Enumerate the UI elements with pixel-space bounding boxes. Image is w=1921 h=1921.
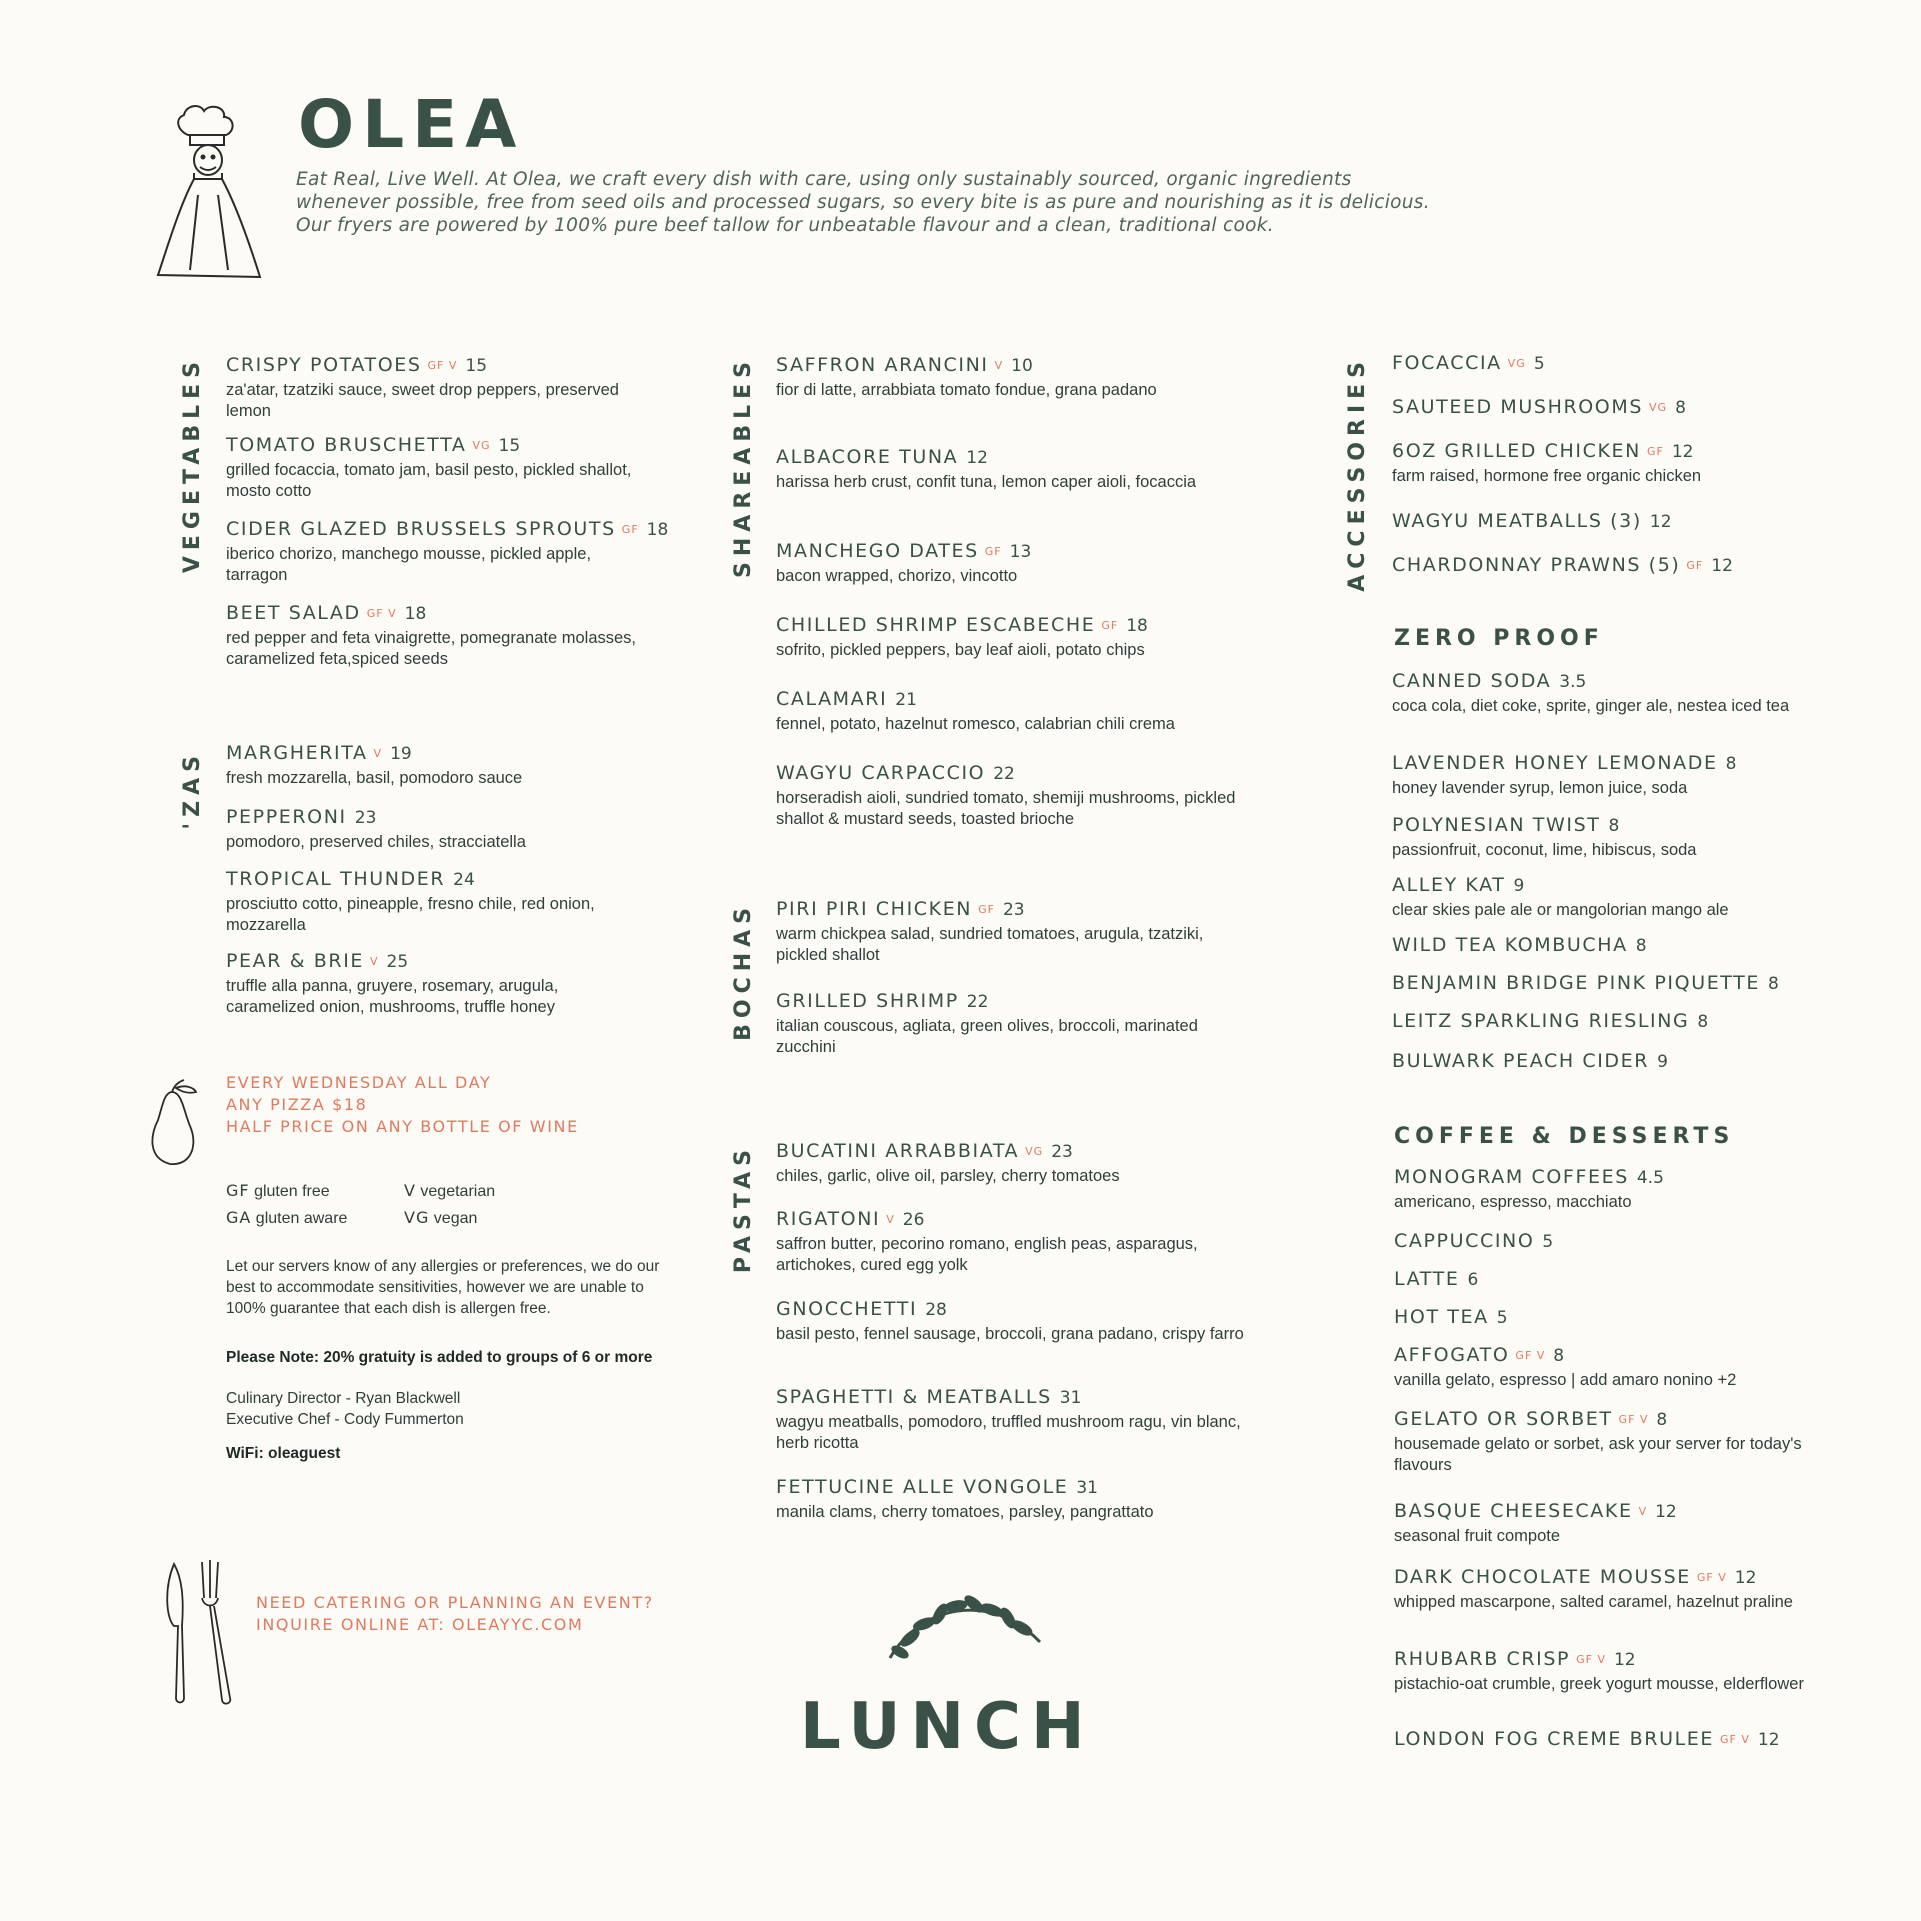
item-dietary-tags: GF V <box>427 359 458 372</box>
item-header <box>1392 1010 1812 1032</box>
section-title-shareables: SHAREABLES <box>731 356 756 578</box>
item-price: 15 <box>465 356 488 376</box>
chef-illustration <box>150 105 275 285</box>
item-header <box>226 518 669 540</box>
item-name: LEITZ SPARKLING RIESLING <box>1392 1010 1690 1032</box>
item-description: horseradish aioli, sundried tomato, shemiji mushrooms, pickled shallot & mustard seeds, toasted brioche <box>776 789 1236 828</box>
item-price: 8 <box>1608 816 1620 836</box>
item-price: 9 <box>1657 1052 1668 1072</box>
item-price: 8 <box>1635 936 1647 956</box>
olive-branch-icon <box>880 1586 1050 1666</box>
item-dietary-tags: GF V <box>1618 1413 1649 1426</box>
item-header <box>1392 752 1812 774</box>
item-name: PEPPERONI <box>226 806 347 828</box>
shareables-item <box>776 614 1236 661</box>
shareables-item <box>776 540 1236 587</box>
item-dietary-tags: GF V <box>366 607 397 620</box>
shareables-item <box>776 762 1236 830</box>
intro-text: Eat Real, Live Well. At Olea, we craft every dish with care, using only sustainably sourced, organic ingredients whenever possible, free from seed oils and processed sugars, so every bite is as pure and nourishing as it is delicious. Our fryers are powered by 100% pure beef tallow for unbeatable flavour and a clean, traditional cook. <box>296 169 1430 236</box>
item-description: warm chickpea salad, sundried tomatoes, arugula, tzatziki, pickled shallot <box>776 925 1204 964</box>
item-dietary-tags: GF V <box>1720 1733 1750 1746</box>
coffee-desserts-item <box>1394 1566 1814 1613</box>
item-name: POLYNESIAN TWIST <box>1392 814 1601 836</box>
item-name: LONDON FOG CREME BRULEE <box>1394 1728 1715 1750</box>
item-price: 8 <box>1675 398 1686 418</box>
coffee-desserts-item <box>1394 1500 1814 1547</box>
brand-logo: OLEA <box>298 86 525 163</box>
item-description: saffron butter, pecorino romano, english peas, asparagus, artichokes, cured egg yolk <box>776 1235 1198 1274</box>
item-price: 12 <box>1757 1730 1780 1750</box>
item-description: za'atar, tzatziki sauce, sweet drop peppers, preserved lemon <box>226 381 619 420</box>
item-header <box>776 1298 1256 1320</box>
item-header <box>1392 396 1812 418</box>
item-price: 12 <box>966 448 988 468</box>
item-name: MARGHERITA <box>226 742 368 764</box>
item-dietary-tags: V <box>370 955 379 968</box>
catering-line-1: NEED CATERING OR PLANNING AN EVENT? <box>256 1593 654 1612</box>
meal-title: LUNCH <box>800 1690 1095 1764</box>
item-description: sofrito, pickled peppers, bay leaf aioli, potato chips <box>776 641 1145 659</box>
item-price: 12 <box>1711 556 1733 576</box>
item-price: 23 <box>1002 900 1025 920</box>
item-price: 22 <box>966 992 989 1012</box>
item-description: wagyu meatballs, pomodoro, truffled mushroom ragu, vin blanc, herb ricotta <box>776 1413 1241 1452</box>
item-price: 5 <box>1496 1308 1508 1328</box>
item-header <box>776 354 1236 376</box>
vegetables-item <box>226 602 646 670</box>
pastas-item <box>776 1298 1256 1345</box>
item-header <box>226 742 646 764</box>
item-description: whipped mascarpone, salted caramel, hazelnut praline <box>1394 1593 1793 1611</box>
item-description: pistachio-oat crumble, greek yogurt mousse, elderflower <box>1394 1675 1804 1693</box>
item-header <box>1394 1408 1814 1430</box>
item-description: clear skies pale ale or mangolorian mango ale <box>1392 901 1729 919</box>
item-header <box>1394 1166 1814 1188</box>
item-price: 8 <box>1768 974 1779 994</box>
item-header <box>226 602 646 624</box>
item-description: passionfruit, coconut, lime, hibiscus, soda <box>1392 841 1697 859</box>
item-price: 8 <box>1725 754 1737 774</box>
item-description: manila clams, cherry tomatoes, parsley, pangrattato <box>776 1503 1154 1521</box>
wifi-info: WiFi: oleaguest <box>226 1445 341 1462</box>
item-name: BULWARK PEACH CIDER <box>1392 1050 1650 1072</box>
item-header <box>1394 1500 1814 1522</box>
item-header <box>226 806 646 828</box>
accessories-item <box>1392 554 1812 576</box>
gratuity-note: Please Note: 20% gratuity is added to groups of 6 or more <box>226 1349 653 1366</box>
zero-proof-item <box>1392 814 1812 861</box>
item-price: 8 <box>1553 1346 1565 1366</box>
item-name: CHILLED SHRIMP ESCABECHE <box>776 614 1096 636</box>
item-price: 10 <box>1011 356 1033 376</box>
zas-item <box>226 742 646 789</box>
item-name: BENJAMIN BRIDGE PINK PIQUETTE <box>1392 972 1760 994</box>
item-name: ALLEY KAT <box>1392 874 1506 896</box>
item-name: WAGYU CARPACCIO <box>776 762 986 784</box>
item-price: 28 <box>925 1300 947 1320</box>
coffee-desserts-item <box>1394 1306 1814 1328</box>
item-description: truffle alla panna, gruyere, rosemary, arugula, caramelized onion, mushrooms, truffle honey <box>226 977 559 1016</box>
legend-v-code: V <box>404 1181 416 1200</box>
shareables-item <box>776 446 1236 493</box>
item-price: 12 <box>1671 442 1694 462</box>
wednesday-promo <box>226 1072 579 1138</box>
item-price: 12 <box>1655 1502 1677 1522</box>
accessories-item <box>1392 440 1812 487</box>
item-price: 4.5 <box>1636 1168 1664 1188</box>
item-dietary-tags: GF V <box>1515 1349 1546 1362</box>
item-name: SAFFRON ARANCINI <box>776 354 989 376</box>
item-name: AFFOGATO <box>1394 1344 1510 1366</box>
item-header <box>776 1386 1256 1408</box>
item-header <box>1392 670 1812 692</box>
item-dietary-tags: GF <box>1101 619 1119 632</box>
promo-line-2: ANY PIZZA $18 <box>226 1095 368 1114</box>
item-name: HOT TEA <box>1394 1306 1489 1328</box>
item-dietary-tags: GF <box>984 545 1002 558</box>
item-price: 12 <box>1649 512 1672 532</box>
zero-proof-item <box>1392 934 1812 956</box>
item-dietary-tags: GF <box>978 903 995 916</box>
item-header <box>1392 554 1812 576</box>
item-name: SAUTEED MUSHROOMS <box>1392 396 1644 418</box>
cutlery-icon <box>160 1558 244 1708</box>
item-price: 26 <box>902 1210 925 1230</box>
coffee-desserts-item <box>1394 1230 1814 1252</box>
coffee-desserts-item <box>1394 1166 1814 1213</box>
item-price: 23 <box>1051 1142 1073 1162</box>
executive-chef: Executive Chef - Cody Fummerton <box>226 1411 464 1428</box>
pastas-item <box>776 1208 1256 1276</box>
item-dietary-tags: VG <box>1649 401 1668 414</box>
legend-ga-code: GA <box>226 1208 252 1227</box>
item-header <box>1394 1230 1814 1252</box>
item-name: MANCHEGO DATES <box>776 540 979 562</box>
item-description: prosciutto cotto, pineapple, fresno chile, red onion, mozzarella <box>226 895 595 934</box>
item-name: CHARDONNAY PRAWNS (5) <box>1392 554 1681 576</box>
zero-proof-item <box>1392 1010 1812 1032</box>
item-header <box>776 1476 1256 1498</box>
item-name: CAPPUCCINO <box>1394 1230 1535 1252</box>
item-description: fresh mozzarella, basil, pomodoro sauce <box>226 769 523 787</box>
item-description: bacon wrapped, chorizo, vincotto <box>776 567 1018 585</box>
item-dietary-tags: VG <box>472 439 491 452</box>
accessories-item <box>1392 352 1812 374</box>
item-price: 18 <box>1126 616 1148 636</box>
item-header <box>776 898 1236 920</box>
legend-ga-label: gluten aware <box>255 1210 348 1227</box>
legend-v-label: vegetarian <box>420 1183 496 1200</box>
item-dietary-tags: V <box>886 1213 895 1226</box>
item-dietary-tags: GF <box>1686 559 1704 572</box>
item-name: LATTE <box>1394 1268 1460 1290</box>
item-price: 5 <box>1542 1232 1554 1252</box>
item-header <box>1394 1728 1814 1750</box>
vegetables-item <box>226 434 646 502</box>
item-name: 6OZ GRILLED CHICKEN <box>1392 440 1641 462</box>
item-name: LAVENDER HONEY LEMONADE <box>1392 752 1718 774</box>
pastas-item <box>776 1386 1256 1454</box>
item-description: basil pesto, fennel sausage, broccoli, grana padano, crispy farro <box>776 1325 1244 1343</box>
coffee-desserts-item <box>1394 1268 1814 1290</box>
shareables-item <box>776 354 1236 401</box>
item-header <box>776 540 1236 562</box>
item-name: GELATO OR SORBET <box>1394 1408 1613 1430</box>
item-description: coca cola, diet coke, sprite, ginger ale, nestea iced tea <box>1392 697 1790 715</box>
promo-line-3: HALF PRICE ON ANY BOTTLE OF WINE <box>226 1117 579 1136</box>
catering-info <box>256 1592 654 1636</box>
item-dietary-tags: GF <box>1646 445 1664 458</box>
item-description: harissa herb crust, confit tuna, lemon caper aioli, focaccia <box>776 473 1197 491</box>
item-dietary-tags: VG <box>1507 357 1526 370</box>
zero-proof-item <box>1392 670 1812 717</box>
item-dietary-tags: GF <box>621 523 639 536</box>
item-price: 12 <box>1613 1650 1636 1670</box>
legend-gf-code: GF <box>226 1181 250 1200</box>
vegetables-item <box>226 354 646 422</box>
section-title-bochas: BOCHAS <box>731 902 756 1041</box>
item-price: 19 <box>390 744 412 764</box>
item-description: italian couscous, agliata, green olives, broccoli, marinated zucchini <box>776 1017 1198 1056</box>
item-price: 6 <box>1467 1270 1479 1290</box>
item-price: 25 <box>386 952 409 972</box>
vegetables-item <box>226 518 669 586</box>
staff-credits <box>226 1388 464 1430</box>
item-description: honey lavender syrup, lemon juice, soda <box>1392 779 1688 797</box>
item-dietary-tags: V <box>373 747 383 760</box>
item-dietary-tags: GF V <box>1576 1653 1606 1666</box>
item-description: americano, espresso, macchiato <box>1394 1193 1632 1211</box>
item-description: chiles, garlic, olive oil, parsley, cherry tomatoes <box>776 1167 1120 1185</box>
item-header <box>1392 874 1812 896</box>
item-price: 5 <box>1533 354 1545 374</box>
zas-item <box>226 950 646 1018</box>
item-header <box>1392 1050 1812 1072</box>
zas-item <box>226 868 646 936</box>
culinary-director: Culinary Director - Ryan Blackwell <box>226 1390 461 1407</box>
item-header <box>776 688 1236 710</box>
item-price: 24 <box>453 870 475 890</box>
item-description: pomodoro, preserved chiles, stracciatella <box>226 833 526 851</box>
item-name: PIRI PIRI CHICKEN <box>776 898 973 920</box>
item-header <box>226 868 646 890</box>
item-header <box>1392 972 1812 994</box>
item-header <box>776 990 1236 1012</box>
item-header <box>1394 1306 1814 1328</box>
item-name: SPAGHETTI & MEATBALLS <box>776 1386 1052 1408</box>
zero-proof-item <box>1392 874 1812 921</box>
item-description: fior di latte, arrabbiata tomato fondue, grana padano <box>776 381 1157 399</box>
item-name: PEAR & BRIE <box>226 950 365 972</box>
item-header <box>226 434 646 456</box>
pastas-item <box>776 1140 1256 1187</box>
item-price: 18 <box>404 604 427 624</box>
item-header <box>776 614 1236 636</box>
item-price: 31 <box>1076 1478 1098 1498</box>
item-description: seasonal fruit compote <box>1394 1527 1561 1545</box>
pastas-item <box>776 1476 1256 1523</box>
coffee-desserts-item <box>1394 1648 1814 1695</box>
item-name: GRILLED SHRIMP <box>776 990 959 1012</box>
shareables-item <box>776 688 1236 735</box>
item-name: BUCATINI ARRABBIATA <box>776 1140 1020 1162</box>
item-header <box>776 446 1236 468</box>
item-name: CRISPY POTATOES <box>226 354 422 376</box>
item-dietary-tags: V <box>994 359 1004 372</box>
allergy-note: Let our servers know of any allergies or preferences, we do our best to accommodate sensitivities, however we are unable to 100% guarantee that each dish is allergen free. <box>226 1258 660 1317</box>
item-dietary-tags: V <box>1638 1505 1648 1518</box>
item-header <box>1392 934 1812 956</box>
item-header <box>1394 1344 1814 1366</box>
legend-vg-code: VG <box>404 1208 430 1227</box>
item-dietary-tags: GF V <box>1696 1571 1727 1584</box>
item-dietary-tags: VG <box>1025 1145 1044 1158</box>
item-name: CANNED SODA <box>1392 670 1552 692</box>
item-price: 15 <box>498 436 521 456</box>
item-header <box>1392 814 1812 836</box>
accessories-item <box>1392 510 1812 532</box>
coffee-desserts-item <box>1394 1344 1814 1391</box>
item-description: grilled focaccia, tomato jam, basil pesto, pickled shallot, mosto cotto <box>226 461 632 500</box>
pear-icon <box>146 1078 200 1168</box>
item-header <box>1392 440 1812 462</box>
item-price: 9 <box>1513 876 1525 896</box>
item-price: 13 <box>1009 542 1032 562</box>
coffee-desserts-item <box>1394 1408 1814 1476</box>
item-price: 3.5 <box>1559 672 1587 692</box>
legend-gf-label: gluten free <box>254 1183 330 1200</box>
item-description: farm raised, hormone free organic chicken <box>1392 467 1702 485</box>
item-name: RIGATONI <box>776 1208 881 1230</box>
zero-proof-item <box>1392 1050 1812 1072</box>
item-price: 18 <box>646 520 669 540</box>
item-name: FETTUCINE ALLE VONGOLE <box>776 1476 1069 1498</box>
item-description: iberico chorizo, manchego mousse, pickled apple, tarragon <box>226 545 592 584</box>
item-price: 21 <box>895 690 917 710</box>
item-header <box>776 1140 1256 1162</box>
catering-line-2: INQUIRE ONLINE AT: OLEAYYC.COM <box>256 1615 584 1634</box>
zas-item <box>226 806 646 853</box>
item-name: WILD TEA KOMBUCHA <box>1392 934 1628 956</box>
item-price: 8 <box>1697 1012 1709 1032</box>
item-price: 31 <box>1059 1388 1082 1408</box>
section-title-zas: 'ZAS <box>180 750 205 830</box>
item-name: CALAMARI <box>776 688 888 710</box>
item-header <box>1394 1648 1814 1670</box>
item-name: TOMATO BRUSCHETTA <box>226 434 467 456</box>
item-name: ALBACORE TUNA <box>776 446 959 468</box>
item-name: DARK CHOCOLATE MOUSSE <box>1394 1566 1691 1588</box>
section-title-vegetables: VEGETABLES <box>180 356 205 574</box>
item-name: TROPICAL THUNDER <box>226 868 446 890</box>
item-price: 22 <box>993 764 1015 784</box>
item-price: 8 <box>1656 1410 1668 1430</box>
item-description: housemade gelato or sorbet, ask your server for today's flavours <box>1394 1435 1802 1474</box>
item-header <box>1394 1566 1814 1588</box>
item-name: RHUBARB CRISP <box>1394 1648 1571 1670</box>
section-title-accessories: ACCESSORIES <box>1345 356 1370 592</box>
item-name: MONOGRAM COFFEES <box>1394 1166 1629 1188</box>
item-header <box>226 354 646 376</box>
dietary-legend-left <box>226 1178 347 1232</box>
item-price: 23 <box>354 808 377 828</box>
item-name: BASQUE CHEESECAKE <box>1394 1500 1633 1522</box>
item-price: 12 <box>1734 1568 1757 1588</box>
zero-proof-item <box>1392 972 1812 994</box>
bochas-item <box>776 990 1236 1058</box>
item-name: WAGYU MEATBALLS (3) <box>1392 510 1642 532</box>
item-description: red pepper and feta vinaigrette, pomegranate molasses, caramelized feta,spiced seeds <box>226 629 637 668</box>
coffee-desserts-item <box>1394 1728 1814 1750</box>
item-description: fennel, potato, hazelnut romesco, calabrian chili crema <box>776 715 1175 733</box>
promo-line-1: EVERY WEDNESDAY ALL DAY <box>226 1073 492 1092</box>
section-title-coffee-desserts: COFFEE & DESSERTS <box>1394 1124 1735 1149</box>
item-header <box>776 762 1236 784</box>
dietary-legend-right <box>404 1178 495 1232</box>
zero-proof-item <box>1392 752 1812 799</box>
section-title-zero-proof: ZERO PROOF <box>1394 626 1604 651</box>
item-name: FOCACCIA <box>1392 352 1502 374</box>
legend-vg-label: vegan <box>433 1210 478 1227</box>
item-header <box>776 1208 1256 1230</box>
section-title-pastas: PASTAS <box>731 1144 756 1274</box>
item-header <box>1394 1268 1814 1290</box>
item-header <box>1392 510 1812 532</box>
item-name: BEET SALAD <box>226 602 361 624</box>
item-name: CIDER GLAZED BRUSSELS SPROUTS <box>226 518 616 540</box>
item-header <box>226 950 646 972</box>
item-header <box>1392 352 1812 374</box>
item-name: GNOCCHETTI <box>776 1298 918 1320</box>
item-description: vanilla gelato, espresso | add amaro nonino +2 <box>1394 1371 1737 1389</box>
bochas-item <box>776 898 1236 966</box>
accessories-item <box>1392 396 1812 418</box>
